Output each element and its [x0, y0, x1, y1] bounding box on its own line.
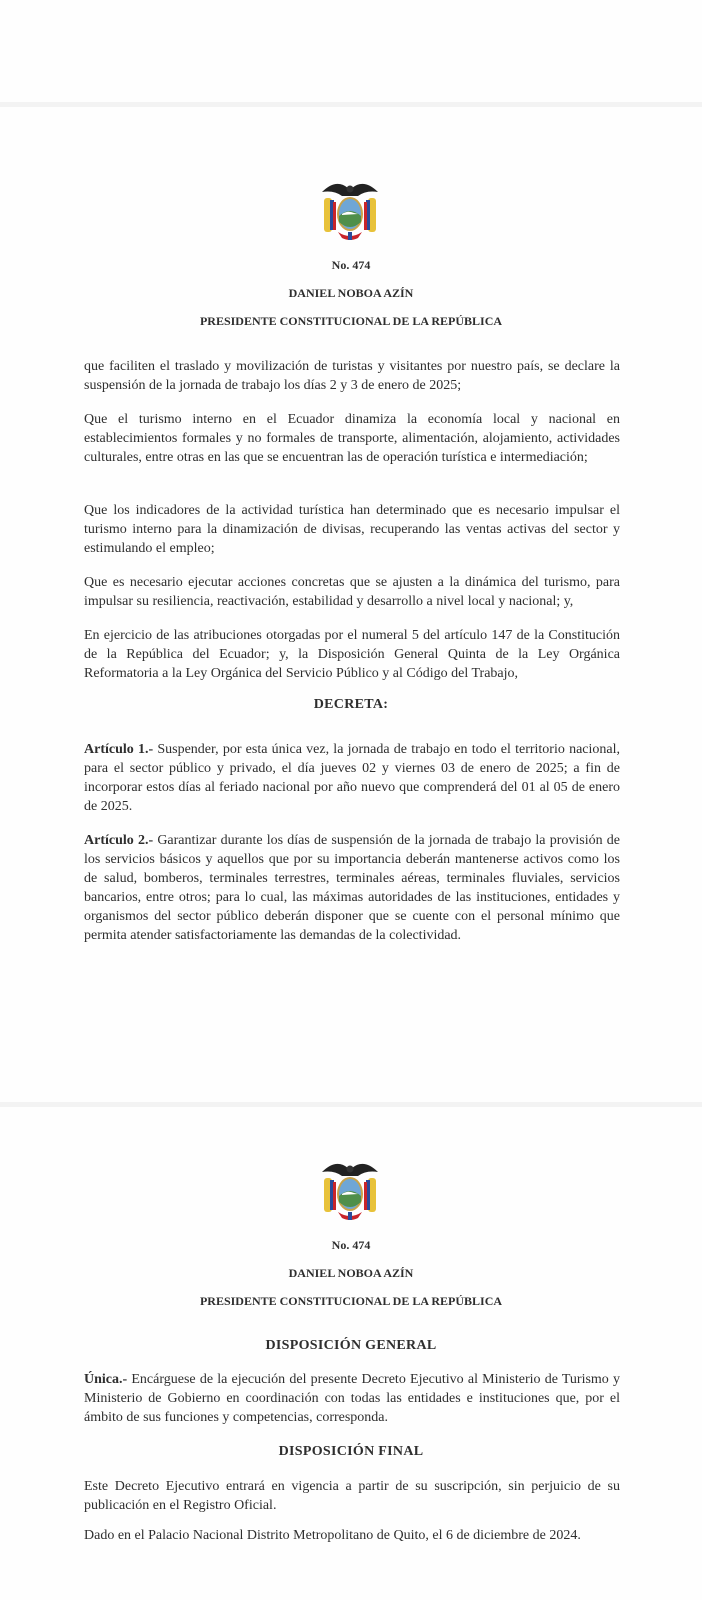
article-text: Garantizar durante los días de suspensión de la jornada de trabajo la provisión de los servicios básicos y aquellos que por su importancia deberán mantenerse activos como los de salud, bomberos, terminales terrestres, terminales aéreas, terminales fluviales, servicios bancarios, entre otros; para lo cual, las máximas autoridades de las instituciones, entidades y organismos del sector público deberán disponer que se cuente con el personal mínimo que permita atender satisfactoriamente las demandas de la colectividad. [84, 833, 620, 943]
president-title: PRESIDENTE CONSTITUCIONAL DE LA REPÚBLICA [199, 1294, 503, 1308]
closing-line: Dado en el Palacio Nacional Distrito Metropolitano de Quito, el 6 de diciembre de 2024. [84, 1528, 581, 1543]
article-2 [84, 831, 620, 945]
article-label: Artículo 2.- [84, 833, 154, 848]
paragraph: Que el turismo interno en el Ecuador dinamiza la economía local y nacional en establecimientos formales y no formales de transporte, alimentación, alojamiento, actividades culturales, entre otras en las que se encuentran las de operación turística e intermediación; [84, 412, 620, 465]
paragraph: que faciliten el traslado y movilización de turistas y visitantes por nuestro país, se declare la suspensión de la jornada de trabajo los días 2 y 3 de enero de 2025; [84, 359, 620, 393]
general-provision-heading: DISPOSICIÓN GENERAL [265, 1338, 437, 1353]
provision-label: Única.- [84, 1372, 128, 1387]
president-name: DANIEL NOBOA AZÍN [288, 286, 414, 300]
article-1 [84, 740, 620, 816]
decreta-heading: DECRETA: [313, 697, 389, 712]
provision-text: Encárguese de la ejecución del presente Decreto Ejecutivo al Ministerio de Turismo y Ministerio de Gobierno en coordinación con todas las entidades e instituciones que, por el ámbito de sus funciones y competencias, corresponda. [84, 1372, 620, 1425]
final-provision-heading: DISPOSICIÓN FINAL [278, 1444, 424, 1459]
emblem-icon [318, 176, 382, 242]
president-name: DANIEL NOBOA AZÍN [288, 1266, 414, 1280]
page-separator [0, 102, 702, 107]
emblem-icon [318, 1156, 382, 1222]
article-text: Suspender, por esta única vez, la jornada de trabajo en todo el territorio nacional, para el sector público y privado, el día jueves 02 y viernes 03 de enero de 2025; a fin de incorporar estos días al feriado nacional por año nuevo que comprenderá del 01 al 05 de enero de 2025. [84, 742, 620, 814]
paragraph: Que es necesario ejecutar acciones concretas que se ajusten a la dinámica del turismo, para impulsar su resiliencia, reactivación, estabilidad y desarrollo a nivel local y nacional; y, [84, 575, 620, 609]
paragraph: Que los indicadores de la actividad turística han determinado que es necesario impulsar el turismo interno para la dinamización de divisas, recuperando las ventas activas del sector y estimulando el empleo; [84, 503, 620, 556]
single-provision [84, 1370, 620, 1427]
decree-number: No. 474 [331, 1238, 371, 1252]
decree-number: No. 474 [331, 258, 371, 272]
president-title: PRESIDENTE CONSTITUCIONAL DE LA REPÚBLICA [199, 314, 503, 328]
paragraph: En ejercicio de las atribuciones otorgadas por el numeral 5 del artículo 147 de la Constitución de la República del Ecuador; y, la Disposición General Quinta de la Ley Orgánica Reformatoria a la Ley Orgánica del Servicio Público y al Código del Trabajo, [84, 628, 620, 681]
article-label: Artículo 1.- [84, 742, 154, 757]
page-separator [0, 1102, 702, 1107]
final-provision-text: Este Decreto Ejecutivo entrará en vigencia a partir de su suscripción, sin perjuicio de su publicación en el Registro Oficial. [84, 1479, 620, 1513]
